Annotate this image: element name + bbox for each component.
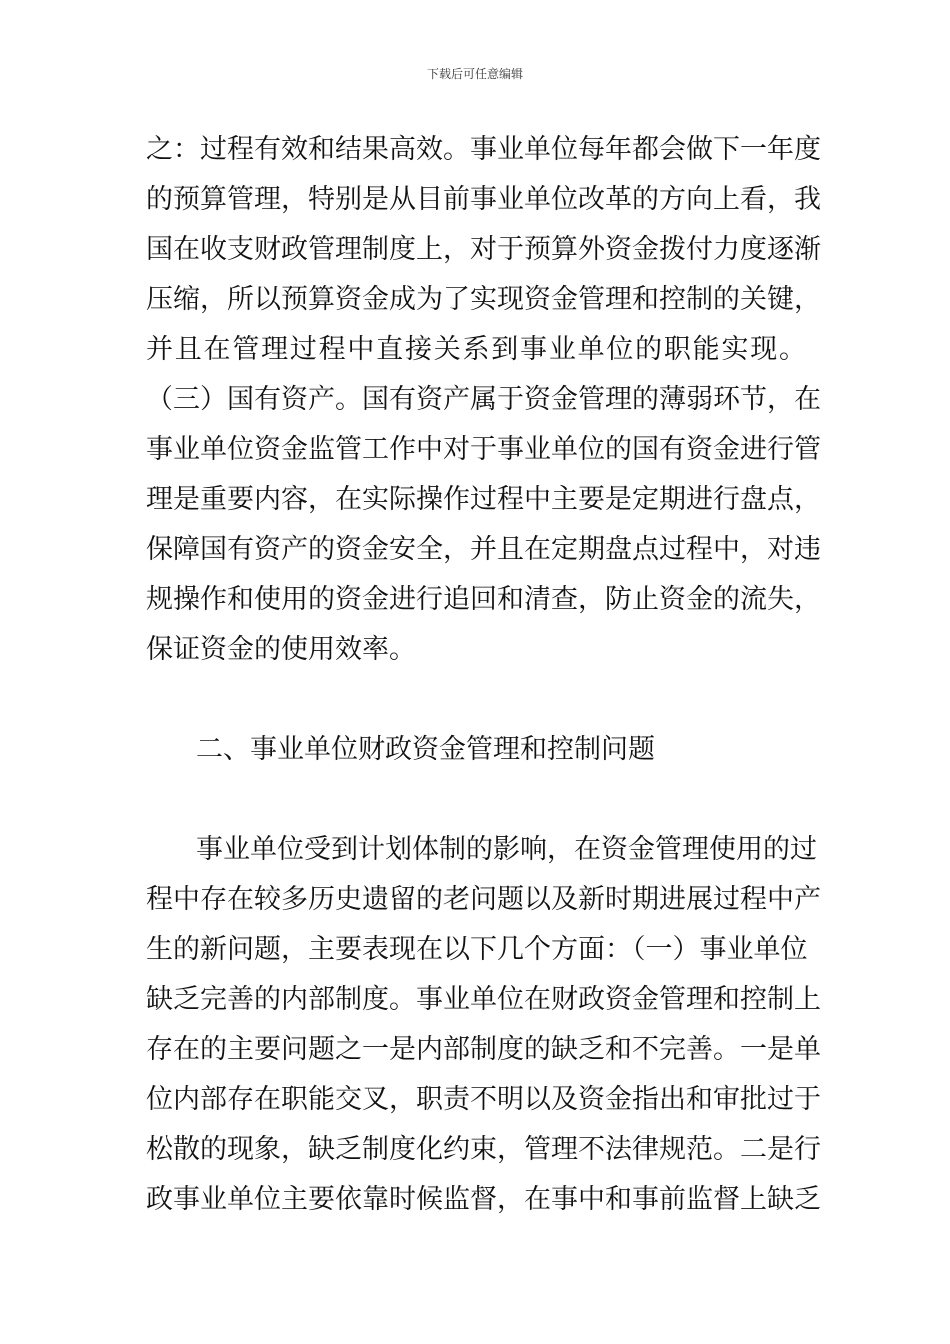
- paragraph-1-line-5: 并且在管理过程中直接关系到事业单位的职能实现。: [146, 334, 806, 365]
- paragraph-2-line-4: 缺乏完善的内部制度。事业单位在财政资金管理和控制上: [146, 984, 821, 1015]
- paragraph-1-line-6: （三）国有资产。国有资产属于资金管理的薄弱环节，在: [146, 384, 821, 415]
- paragraph-1-line-11: 保证资金的使用效率。: [146, 634, 416, 665]
- paragraph-1-line-7: 事业单位资金监管工作中对于事业单位的国有资金进行管: [146, 434, 821, 465]
- paragraph-1-line-4: 压缩，所以预算资金成为了实现资金管理和控制的关键，: [146, 284, 821, 315]
- paragraph-1-line-2: 的预算管理，特别是从目前事业单位改革的方向上看，我: [146, 184, 821, 215]
- paragraph-1-line-8: 理是重要内容，在实际操作过程中主要是定期进行盘点，: [146, 484, 821, 515]
- paragraph-2-line-8: 政事业单位主要依靠时候监督，在事中和事前监督上缺乏: [146, 1184, 821, 1215]
- paragraph-2-line-5: 存在的主要问题之一是内部制度的缺乏和不完善。一是单: [146, 1034, 821, 1065]
- paragraph-2-line-3: 生的新问题，主要表现在以下几个方面：（一）事业单位: [146, 934, 808, 965]
- paragraph-2-line-6: 位内部存在职能交叉，职责不明以及资金指出和审批过于: [146, 1084, 821, 1115]
- paragraph-1-line-3: 国在收支财政管理制度上，对于预算外资金拨付力度逐渐: [146, 234, 821, 265]
- paragraph-2-line-1: 事业单位受到计划体制的影响，在资金管理使用的过: [196, 834, 817, 865]
- paragraph-1-line-10: 规操作和使用的资金进行追回和清查，防止资金的流失，: [146, 584, 821, 615]
- section-heading: 二、事业单位财政资金管理和控制问题: [196, 734, 655, 765]
- paragraph-2-line-7: 松散的现象，缺乏制度化约束，管理不法律规范。二是行: [146, 1134, 821, 1165]
- page-header: 下载后可任意编辑: [426, 67, 523, 81]
- paragraph-1-line-1: 之：过程有效和结果高效。事业单位每年都会做下一年度: [146, 134, 821, 165]
- paragraph-1-line-9: 保障国有资产的资金安全，并且在定期盘点过程中，对违: [146, 534, 821, 565]
- paragraph-2-line-2: 程中存在较多历史遗留的老问题以及新时期进展过程中产: [146, 884, 821, 915]
